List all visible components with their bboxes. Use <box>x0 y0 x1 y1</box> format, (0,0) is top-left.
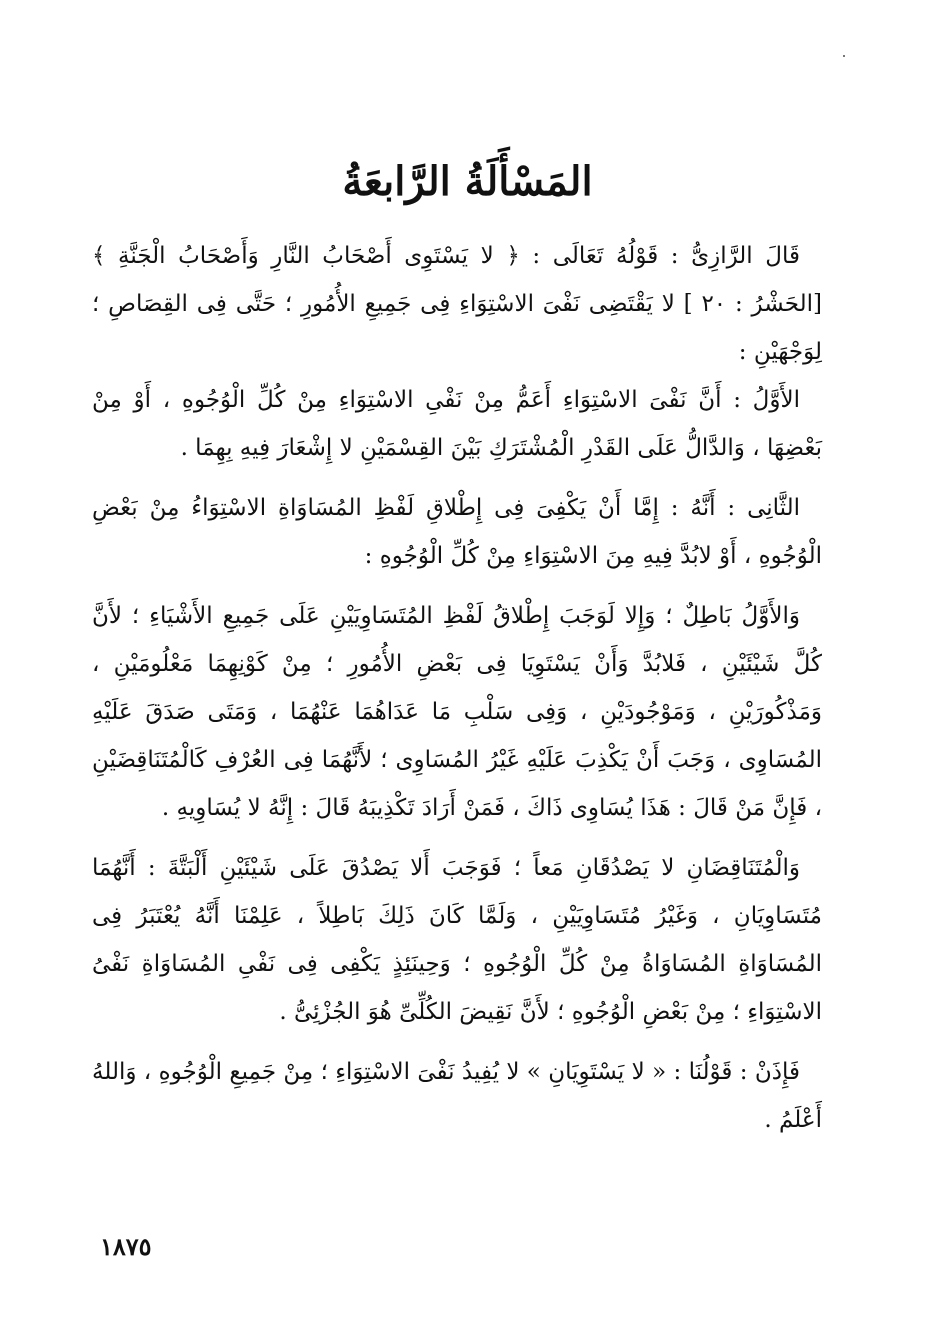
paragraph-intro: قَالَ الرَّازِىُّ : قَوْلُهُ تَعَالَى : ﴿ لا يَسْتَوِى أَصْحَابُ النَّارِ وَأَصْحَابُ الْجَنَّةِ ﴾ [الحَشْرُ : ٢٠ ] لا يَقْتَضِى نَفْىَ الاسْتِوَاءِ فِى جَمِيعِ الأُمُورِ ؛ حَتَّى فِى القِصَاصِ ؛ لِوَجْهَيْنِ : <box>92 243 822 365</box>
page-number: ١٨٧٥ <box>100 1232 152 1261</box>
margin-mark <box>843 55 845 57</box>
paragraph-contradictories: وَالْمُتَنَاقِضَانِ لا يَصْدُقَانِ مَعاً ؛ فَوَجَبَ أَلا يَصْدُقَ عَلَى شَيْئَيْنِ أَلْبَتَّةَ : أَنَّهُمَا مُتَسَاوِيَانِ ، وَغَيْرُ مُتَسَاوِيَيْنِ ، وَلَمَّا كَانَ ذَلِكَ بَاطِلاً ، عَلِمْنَا أَنَّهُ يُعْتَبَرُ فِى المُسَاوَاةِ المُسَاوَاةُ مِنْ كُلِّ الْوُجُوهِ ؛ وَحِينَئِذٍ يَكْفِى فِى نَفْىِ المُسَاوَاةِ نَفْىُ الاسْتِوَاءِ ؛ مِنْ بَعْضِ الْوُجُوهِ ؛ لأَنَّ نَقِيضَ الكُلِّىِّ هُوَ الجُزْئِىُّ . <box>92 855 822 1025</box>
page-title: المَسْأَلَةُ الرَّابعَةُ <box>342 158 593 205</box>
document-body <box>92 232 822 1156</box>
paragraph-first-invalid: وَالأَوَّلُ بَاطِلٌ ؛ وَإِلا لَوَجَبَ إِطْلاقُ لَفْظِ المُتَسَاوِيَيْنِ عَلَى جَمِيعِ الأَشْيَاءِ ؛ لأَنَّ كُلَّ شَيْئَيْنِ ، فَلابُدَّ وَأَنْ يَسْتَوِيَا فِى بَعْضِ الأُمُورِ ؛ مِنْ كَوْنِهِمَا مَعْلُومَيْنِ ، وَمَذْكُورَيْنِ ، وَمَوْجُودَيْنِ ، وَفِى سَلْبِ مَا عَدَاهُمَا عَنْهُمَا ، وَمَتَى صَدَقَ عَلَيْهِ المُسَاوِى ، وَجَبَ أَنْ يَكْذِبَ عَلَيْهِ غَيْرُ المُسَاوِى ؛ لأَنَّهُمَا فِى العُرْفِ كَالْمُتَنَاقِضَيْنِ ، فَإِنَّ مَنْ قَالَ : هَذَا يُسَاوِى ذَاكَ ، فَمَنْ أَرَادَ تَكْذِيبَهُ قَالَ : إِنَّهُ لا يُسَاوِيهِ . <box>92 603 822 821</box>
paragraph-second-reason: الثَّانِى : أَنَّهُ : إِمَّا أَنْ يَكْفِىَ فِى إِطْلاقِ لَفْظِ المُسَاوَاةِ الاسْتِوَاءُ مِنْ بَعْضِ الْوُجُوهِ ، أَوْ لابُدَّ فِيهِ مِنَ الاسْتِوَاءِ مِنْ كُلِّ الْوُجُوهِ : <box>92 495 822 569</box>
paragraph-first-reason: الأَوَّلُ : أَنَّ نَفْىَ الاسْتِوَاءِ أَعَمُّ مِنْ نَفْىِ الاسْتِوَاءِ مِنْ كُلِّ الْوُجُوهِ ، أَوْ مِنْ بَعْضِهَا ، وَالدَّالُّ عَلَى القَدْرِ الْمُشْتَرَكِ بَيْنَ القِسْمَيْنِ لا إِشْعَارَ فِيهِ بِهِمَا . <box>92 387 822 461</box>
paragraph-conclusion: فَإِذَنْ : قَوْلُنَا : « لا يَسْتَوِيَانِ » لا يُفِيدُ نَفْىَ الاسْتِوَاءِ ؛ مِنْ جَمِيعِ الْوُجُوهِ ، وَاللهُ أَعْلَمُ . <box>92 1059 822 1133</box>
